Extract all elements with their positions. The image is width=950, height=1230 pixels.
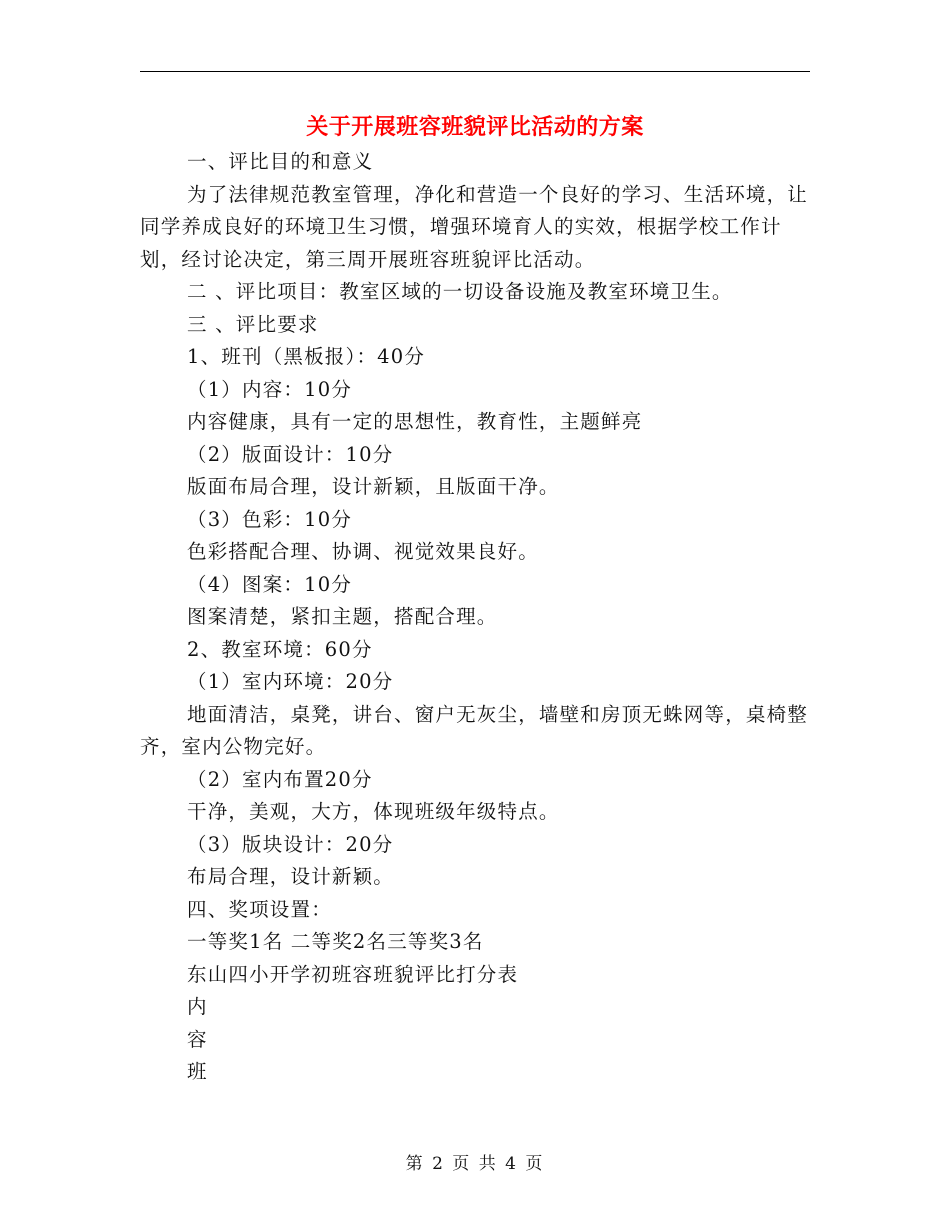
score-table-title: 东山四小开学初班容班貌评比打分表 (187, 962, 519, 986)
sub-item-color-desc: 色彩搭配合理、协调、视觉效果良好。 (187, 540, 539, 563)
sub-item-content-desc: 内容健康，具有一定的思想性，教育性，主题鲜亮 (187, 410, 643, 433)
sub-item-content: （1）内容：10分 (187, 377, 353, 401)
sub-item-layout-desc: 版面布局合理，设计新颖，且版面干净。 (187, 475, 560, 498)
sub-item-pattern: （4）图案：10分 (187, 572, 353, 596)
header-rule (140, 71, 810, 72)
sub-item-decoration: （2）室内布置20分 (187, 767, 373, 791)
sub-item-indoor-desc: 地面清洁，桌凳，讲台、窗户无灰尘，墙壁和房顶无蛛网等，桌椅整齐，室内公物完好。 (140, 702, 809, 758)
table-cell-char: 班 (187, 1060, 208, 1083)
section-heading-awards: 四、奖项设置： (187, 897, 332, 921)
document-title: 关于开展班容班貌评比活动的方案 (306, 114, 644, 140)
sub-item-color: （3）色彩：10分 (187, 507, 353, 531)
paragraph-purpose: 为了法律规范教室管理，净化和营造一个良好的学习、生活环境，让同学养成良好的环境卫生习惯，增强环境育人的实效，根据学校工作计划，经讨论决定，第三周开展班容班貌评比活动。 (140, 182, 809, 271)
section-heading-purpose: 一、评比目的和意义 (187, 150, 374, 173)
page-footer: 第 2 页 共 4 页 (405, 1154, 545, 1174)
sub-item-indoor: （1）室内环境：20分 (187, 670, 394, 693)
requirement-blackboard: 1、班刊（黑板报）：40分 (187, 345, 426, 368)
table-cell-char: 内 (187, 995, 208, 1018)
section-heading-requirements: 三 、评比要求 (187, 312, 319, 336)
awards-list: 一等奖1名 二等奖2名三等奖3名 (187, 930, 484, 953)
sub-item-board-design-desc: 布局合理，设计新颖。 (187, 865, 395, 888)
sub-item-board-design: （3）版块设计：20分 (187, 832, 394, 856)
document-body (140, 146, 810, 1089)
table-cell-char: 容 (187, 1027, 208, 1051)
sub-item-layout: （2）版面设计：10分 (187, 442, 394, 466)
requirement-classroom: 2、教室环境：60分 (187, 637, 373, 661)
section-heading-items: 二 、评比项目：教室区域的一切设备设施及教室环境卫生。 (187, 280, 733, 303)
sub-item-pattern-desc: 图案清楚，紧扣主题，搭配合理。 (187, 605, 498, 628)
sub-item-decoration-desc: 干净，美观，大方，体现班级年级特点。 (187, 800, 560, 823)
